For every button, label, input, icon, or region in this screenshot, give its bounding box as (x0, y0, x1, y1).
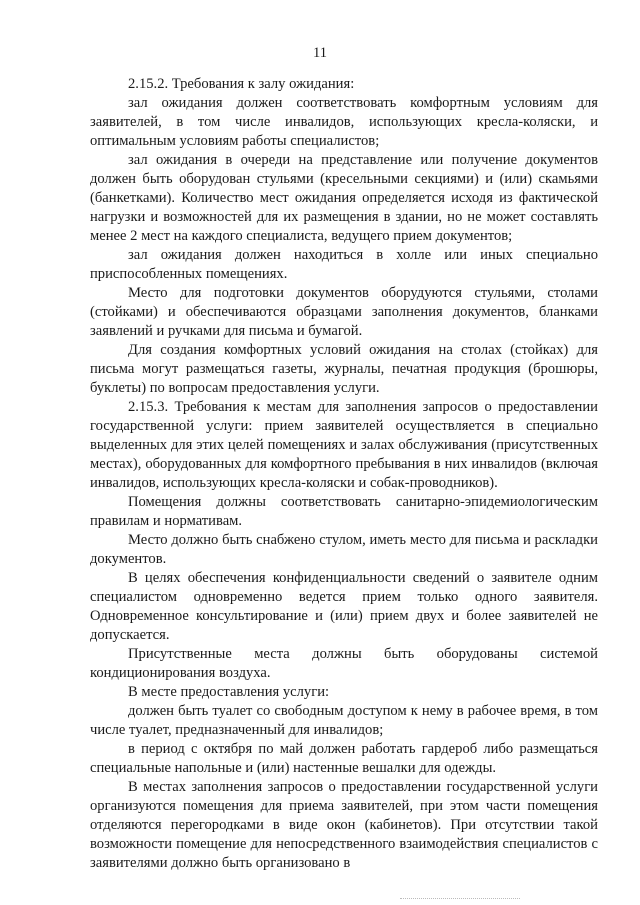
paragraph-sanitary-norms: Помещения должны соответствовать санитарно-эпидемиологическим правилам и нормативам. (90, 494, 598, 529)
paragraph-printed-materials: Для создания комфортных условий ожидания на столах (стойках) для письма могут размещаться газеты, журналы, печатная продукция (брошюры, буклеты) по вопросам предоставления услуги. (90, 342, 598, 396)
paragraph-toilet: должен быть туалет со свободным доступом к нему в рабочее время, в том числе туалет, предназначенный для инвалидов; (90, 703, 598, 738)
paragraph-air-conditioning: Присутственные места должны быть оборудованы системой кондиционирования воздуха. (90, 646, 598, 681)
paragraph-waiting-hall-seating: зал ожидания в очереди на представление или получение документов должен быть оборудован стульями (кресельными секциями) и (или) скамьями (банкетками). Количество мест ожидания определяется исходя из фактической нагрузки и возможностей для их размещения в здании, но не может составлять менее 2 мест на каждого специалиста, ведущего прием документов; (90, 152, 598, 244)
scan-artifact (400, 898, 520, 903)
paragraph-reception-rooms: В местах заполнения запросов о предоставлении государственной услуги организуются помещения для приема заявителей, при этом части помещения отделяются перегородками в виде окон (кабинетов). При отсутствии такой возможности помещение для непосредственного взаимодействия специалистов с заявителями должно быть организовано в (90, 779, 598, 871)
paragraph-2-15-2-heading: 2.15.2. Требования к залу ожидания: (128, 76, 355, 92)
paragraph-waiting-hall-location: зал ожидания должен находиться в холле или иных специально приспособленных помещениях. (90, 247, 598, 282)
paragraph-wardrobe: в период с октября по май должен работать гардероб либо размещаться специальные напольные и (или) настенные вешалки для одежды. (90, 741, 598, 776)
paragraph-confidentiality: В целях обеспечения конфиденциальности сведений о заявителе одним специалистом одновременно ведется прием только одного заявителя. Одновременное консультирование и (или) прием двух и более заявителей не допускается. (90, 570, 598, 643)
paragraph-waiting-hall-comfort: зал ожидания должен соответствовать комфортным условиям для заявителей, в том числе инвалидов, использующих кресла-коляски, и оптимальным условиям работы специалистов; (90, 95, 598, 149)
page-number: 11 (313, 45, 327, 61)
paragraph-2-15-3-requirements: 2.15.3. Требования к местам для заполнения запросов о предоставлении государственной услуги: прием заявителей осуществляется в специально выделенных для этих целей помещениях и залах обслуживания (присутственных местах), оборудованных для комфортного пребывания в них инвалидов (включая инвалидов, использующих кресла-коляски и собак-проводников). (90, 399, 598, 491)
paragraph-document-preparation-place: Место для подготовки документов оборудуются стульями, столами (стойками) и обеспечиваются образцами заполнения документов, бланками заявлений и ручками для письма и бумагой. (90, 285, 598, 339)
paragraph-chair-and-desk: Место должно быть снабжено стулом, иметь место для письма и раскладки документов. (90, 532, 598, 567)
document-body (90, 75, 598, 873)
paragraph-service-place-heading: В месте предоставления услуги: (128, 684, 330, 700)
